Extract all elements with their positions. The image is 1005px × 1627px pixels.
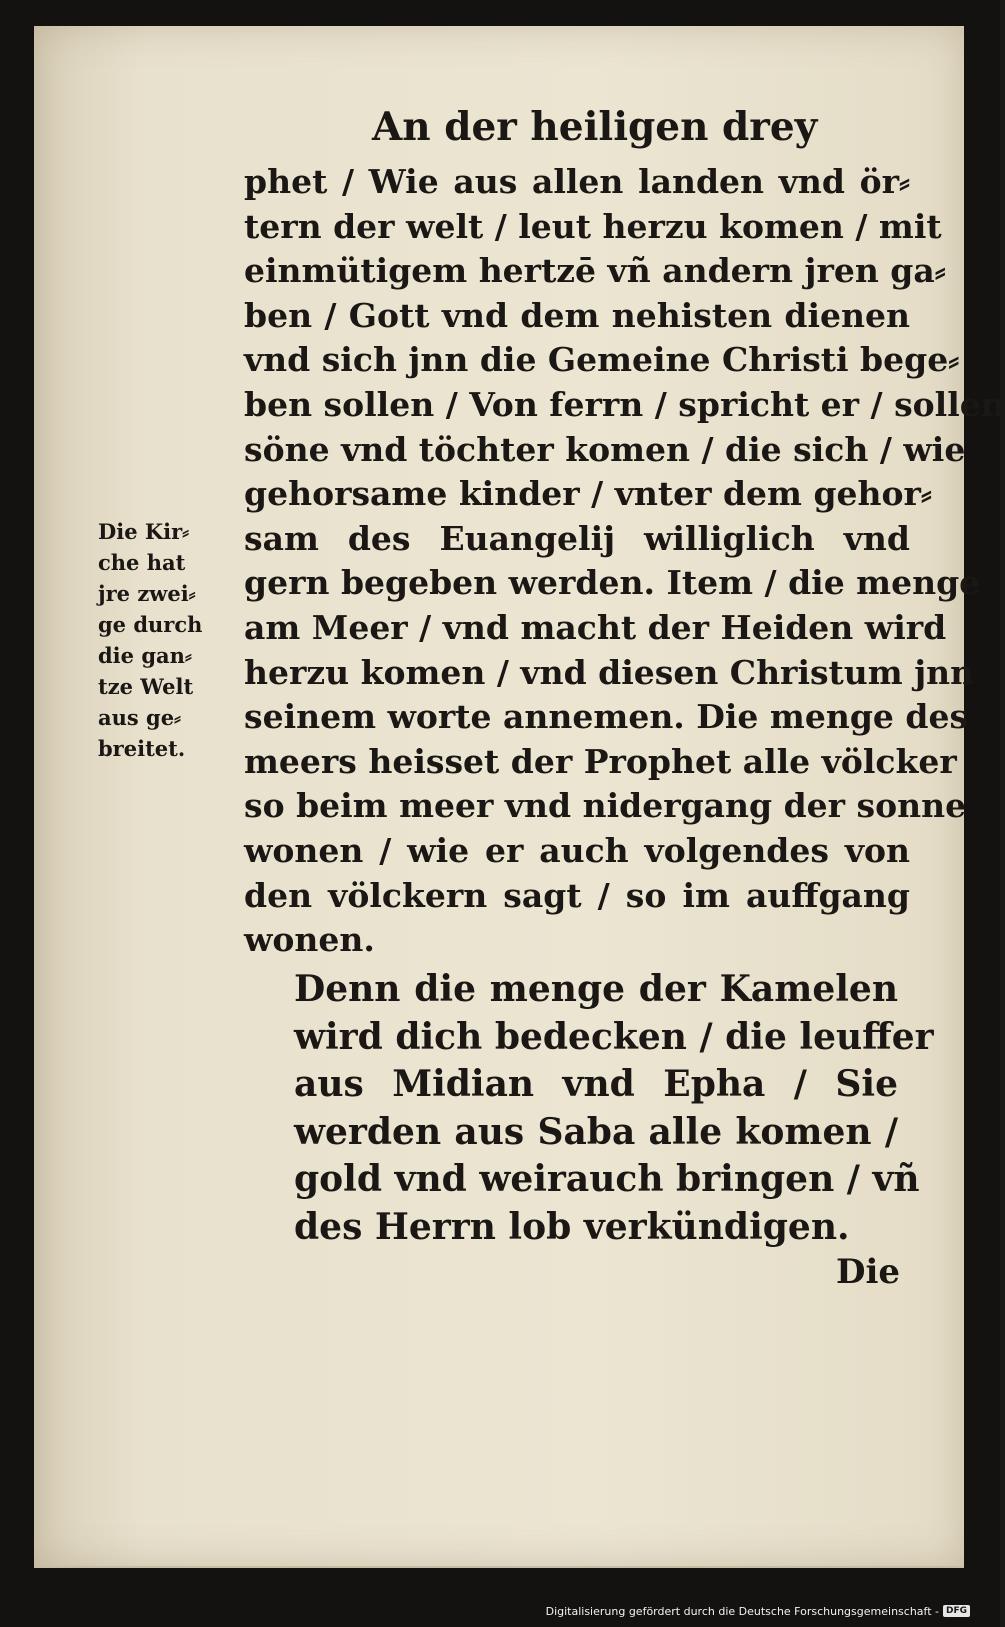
margin-note-line: tze Welt <box>98 674 194 699</box>
body-line: gehorsame kinder / vnter dem gehor⸗ <box>244 474 932 513</box>
body-line: tern der welt / leut herzu komen / mit <box>244 207 942 246</box>
margin-note-line: ge durch <box>98 612 203 637</box>
quote-line: wird dich bedecken / die leuffer <box>294 1016 934 1058</box>
body-line: söne vnd töchter komen / die sich / wie <box>244 430 966 469</box>
quote-line: Denn die menge der Kamelen <box>294 968 898 1010</box>
footer-credit <box>546 1601 970 1621</box>
quote-line: aus Midian vnd Epha / Sie <box>294 1063 898 1105</box>
body-line: so beim meer vnd nidergang der sonne <box>244 786 967 825</box>
body-line: vnd sich jnn die Gemeine Christi bege⸗ <box>244 340 960 379</box>
body-line: wonen. <box>244 920 375 959</box>
body-line: am Meer / vnd macht der Heiden wird <box>244 608 947 647</box>
quote-line: des Herrn lob verkündigen. <box>294 1206 850 1248</box>
body-line: meers heisset der Prophet alle völcker <box>244 742 957 781</box>
footer-credit-text: Digitalisierung gefördert durch die Deutsche Forschungsgemeinschaft - <box>545 1604 939 1618</box>
body-line: den völckern sagt / so im auffgang <box>244 876 910 915</box>
margin-note-line: jre zwei⸗ <box>98 581 196 606</box>
body-line: gern begeben werden. Item / die menge <box>244 563 981 602</box>
body-line: einmütigem hertzē vñ andern jren ga⸗ <box>244 251 946 290</box>
dfg-logo: DFG <box>943 1605 970 1617</box>
margin-note <box>98 516 236 764</box>
body-line: phet / Wie aus allen landen vnd ör⸗ <box>244 162 910 201</box>
catchword: Die <box>836 1252 901 1292</box>
body-line: seinem worte annemen. Die menge des <box>244 697 969 736</box>
margin-note-line: aus ge⸗ <box>98 705 182 730</box>
body-line: herzu komen / vnd diesen Christum jnn <box>244 653 975 692</box>
body-line: wonen / wie er auch volgendes von <box>244 831 910 870</box>
quote-line: werden aus Saba alle komen / <box>294 1111 898 1153</box>
margin-note-line: die gan⸗ <box>98 643 192 668</box>
margin-note-line: che hat <box>98 550 186 575</box>
body-line: sam des Euangelij williglich vnd <box>244 519 910 558</box>
body-line: ben sollen / Von ferrn / spricht er / sollen <box>244 385 1005 424</box>
quote-line: gold vnd weirauch bringen / vñ <box>294 1158 920 1200</box>
margin-note-line: Die Kir⸗ <box>98 519 190 544</box>
body-line: ben / Gott vnd dem nehisten dienen <box>244 296 910 335</box>
margin-note-line: breitet. <box>98 736 186 761</box>
running-head: An der heiligen drey <box>372 104 818 150</box>
